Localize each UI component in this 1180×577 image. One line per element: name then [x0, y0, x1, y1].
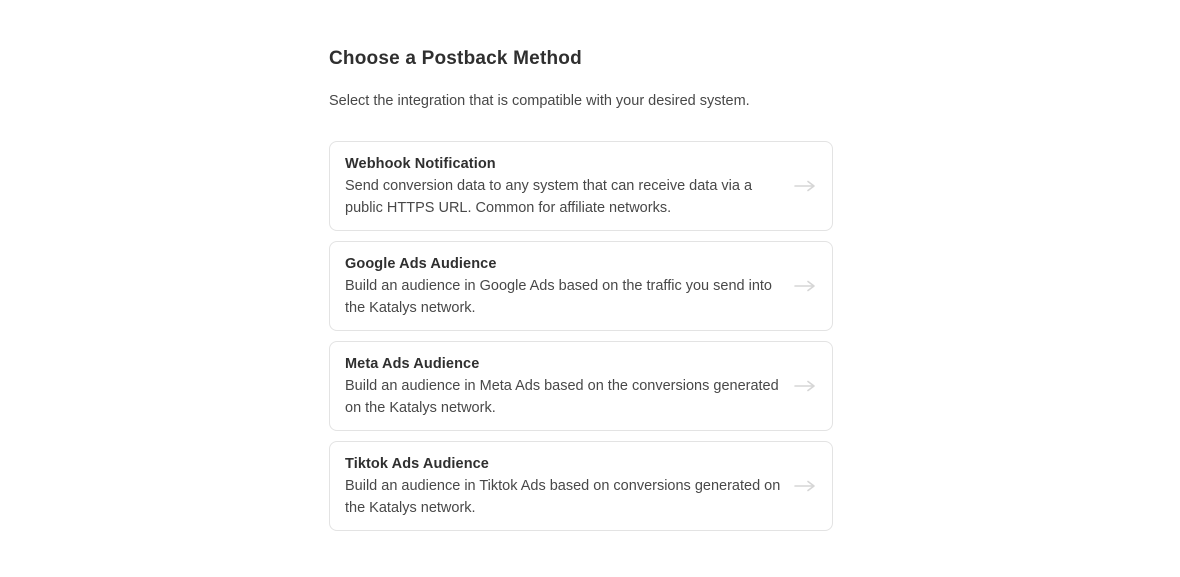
method-card-webhook-notification[interactable] [329, 141, 833, 231]
method-text [345, 153, 784, 219]
method-list [329, 141, 833, 531]
method-text [345, 453, 784, 519]
arrow-right-icon [794, 480, 817, 492]
method-text [345, 253, 784, 319]
page-subtitle: Select the integration that is compatible with your desired system. [329, 93, 750, 109]
method-description: Send conversion data to any system that can receive data via a public HTTPS URL. Common for affiliate networks. [345, 178, 753, 216]
method-description: Build an audience in Google Ads based on the traffic you send into the Katalys network. [345, 278, 772, 316]
method-description: Build an audience in Meta Ads based on the conversions generated on the Katalys network. [345, 378, 779, 416]
method-title: Webhook Notification [345, 156, 496, 172]
method-description: Build an audience in Tiktok Ads based on conversions generated on the Katalys network. [345, 478, 781, 516]
page-title: Choose a Postback Method [329, 48, 582, 69]
arrow-right-icon [794, 380, 817, 392]
method-card-meta-ads-audience[interactable] [329, 341, 833, 431]
method-title: Tiktok Ads Audience [345, 456, 489, 472]
method-title: Google Ads Audience [345, 256, 497, 272]
method-card-tiktok-ads-audience[interactable] [329, 441, 833, 531]
method-title: Meta Ads Audience [345, 356, 480, 372]
arrow-right-icon [794, 280, 817, 292]
method-card-google-ads-audience[interactable] [329, 241, 833, 331]
arrow-right-icon [794, 180, 817, 192]
method-text [345, 353, 784, 419]
